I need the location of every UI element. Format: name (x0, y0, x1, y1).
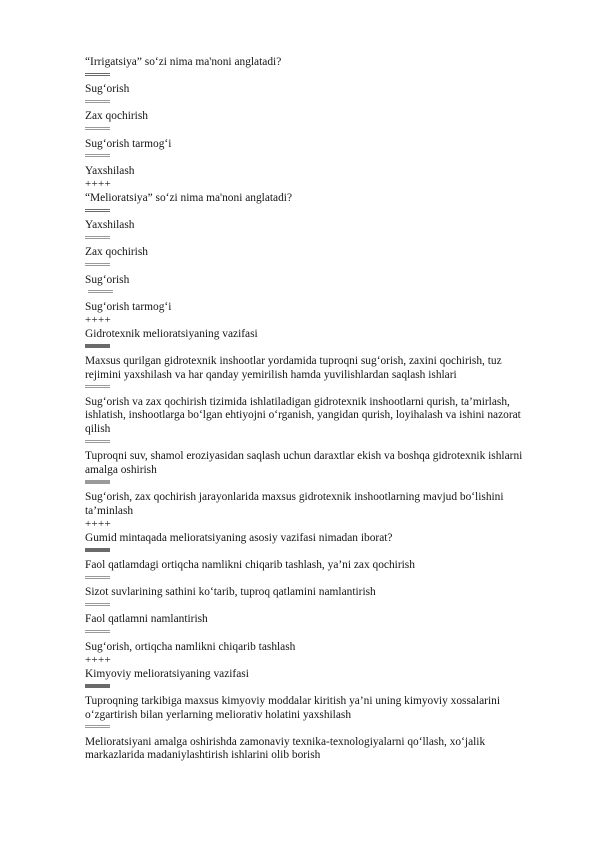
answer-option: Melioratsiyani amalga oshirishda zamonaviy texnika-texnologiyalarni qo‘llash, xo‘jalik markazlarida madaniylashtirish ishlarini olib borish (85, 735, 486, 762)
separator-mark (85, 287, 530, 301)
answer-option: Sug‘orish, ortiqcha namlikni chiqarib tashlash (85, 640, 296, 653)
answer-option: Zax qochirish (85, 246, 148, 259)
question-text: Gumid mintaqada melioratsiyaning asosiy vazifasi nimadan iborat? (85, 531, 393, 544)
question-text: “Irrigatsiya” so‘zi nima ma'noni anglatadi? (85, 56, 282, 68)
separator-mark (85, 97, 530, 111)
document-body (85, 56, 530, 763)
separator-mark (85, 70, 530, 84)
question-text: Kimyoviy melioratsiyaning vazifasi (85, 667, 249, 680)
answer-option: Sug‘orish tarmog‘i (85, 300, 172, 313)
answer-option: Zax qochirish (85, 110, 148, 123)
answer-option: Maxsus qurilgan gidrotexnik inshootlar yordamida tuproqni sug‘orish, zaxini qochirish, tuz rejimini yaxshilash va har qanday yemirilish hamda yuvilishlardan saqlash ishlari (85, 355, 502, 381)
answer-option: Tuproqning tarkibiga maxsus kimyoviy moddalar kiritish ya’ni uning kimyoviy xossalarini o‘zgartirish bilan yerlarning meliorativ holatini yaxshilash (85, 694, 500, 721)
answer-option: Tuproqni suv, shamol eroziyasidan saqlash uchun daraxtlar ekish va boshqa gidrotexnik ishlarni amalga oshirish (85, 450, 523, 476)
separator-mark (85, 260, 530, 274)
answer-option: Sug‘orish (85, 273, 130, 286)
end-marker: ++++ (85, 518, 112, 531)
separator-mark (85, 151, 530, 165)
end-marker: ++++ (85, 314, 112, 327)
separator-mark (85, 545, 530, 559)
answer-option: Sug‘orish tarmog‘i (85, 137, 172, 150)
separator-mark (85, 681, 530, 695)
answer-option: Faol qatlamni namlantirish (85, 613, 208, 626)
separator-mark (85, 124, 530, 138)
separator-mark (85, 722, 530, 736)
answer-option: Faol qatlamdagi ortiqcha namlikni chiqarib tashlash, ya’ni zax qochirish (85, 558, 415, 571)
question-text: Gidrotexnik melioratsiyaning vazifasi (85, 327, 258, 340)
separator-mark (85, 600, 530, 614)
end-marker: ++++ (85, 654, 112, 667)
answer-option: Sug‘orish va zax qochirish tizimida ishlatiladigan gidrotexnik inshootlarni qurish, ta’mirlash, ishlatish, inshootlarga bo‘lgan ehtiyojni o‘rganish, yangidan qurish, loyihalash va ishini nazorat qilish (85, 395, 521, 436)
answer-option: Yaxshilash (85, 219, 135, 232)
separator-mark (85, 437, 530, 451)
question-text: “Melioratsiya” so‘zi nima ma'noni anglatadi? (85, 191, 293, 204)
separator-mark (85, 477, 530, 491)
answer-option: Sug‘orish (85, 83, 130, 96)
separator-mark (85, 627, 530, 641)
answer-option: Sug‘orish, zax qochirish jarayonlarida maxsus gidrotexnik inshootlarning mavjud bo‘lishini ta’minlash (85, 491, 504, 517)
separator-mark (85, 233, 530, 247)
answer-option: Sizot suvlarining sathini ko‘tarib, tuproq qatlamini namlantirish (85, 586, 376, 599)
end-marker: ++++ (85, 178, 112, 191)
separator-mark (85, 573, 530, 587)
answer-option: Yaxshilash (85, 164, 135, 177)
separator-mark (85, 206, 530, 220)
separator-mark (85, 341, 530, 355)
separator-mark (85, 382, 530, 396)
